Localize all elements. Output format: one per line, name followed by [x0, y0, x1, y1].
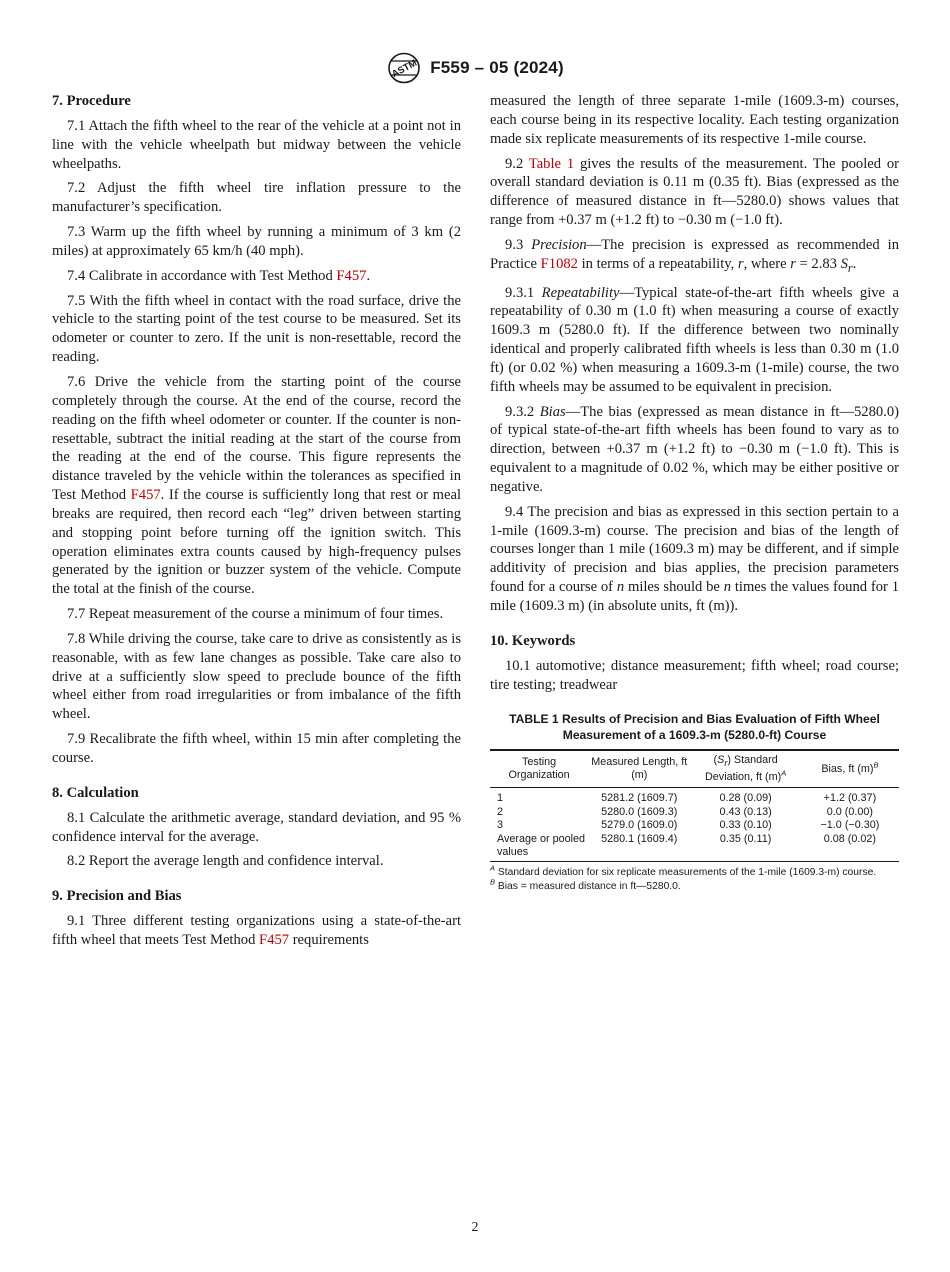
paragraph-7-5: 7.5 With the fifth wheel in contact with the road surface, drive the vehicle to the starting point of the test course to be measured. Set its odometer or counter to zero. If the unit is non-resettable, record the reading. [52, 292, 461, 366]
paragraph-8-1: 8.1 Calculate the arithmetic average, standard deviation, and 95 % confidence interval for the average. [52, 809, 461, 845]
paragraph-9-3-text: —The precision is expressed as recommended in Practice [490, 236, 899, 272]
paragraph-9-1-text: 9.1 Three different testing organizations using a state-of-the-art fifth wheel that meets Test Method [52, 913, 461, 948]
f457-link[interactable]: F457 [336, 267, 367, 284]
table-header-row [490, 750, 899, 787]
paragraph-7-8: 7.8 While driving the course, take care to drive as consistently as is reasonable, with as few lane changes as possible. Take care also to drive at a sufficiently slow speed to preclude bounce of the fifth wheel either from road irregularities or from imbalance of the fifth wheel. [52, 630, 461, 723]
cell-organization: 1 [497, 792, 504, 805]
cell-bias: 0.08 (0.02) [801, 833, 899, 862]
cell-length: 5280.1 (1609.4) [588, 833, 690, 862]
paragraph-9-3-1 [490, 284, 899, 397]
cell-sd: 0.33 (0.10) [719, 819, 772, 832]
n-symbol: n [616, 579, 625, 596]
paragraph-9-4 [490, 503, 899, 616]
cell-bias: 0.0 (0.00) [826, 805, 874, 818]
cell-bias: −1.0 (−0.30) [820, 819, 880, 832]
paragraph-9-4-end: times the values found for 1 mile (1609.3 m) (in absolute units, ft (m)). [490, 579, 899, 614]
cell-organization: Average or pooled values [490, 833, 588, 862]
paragraph-9-3-end: . [852, 255, 857, 272]
paragraph-7-9: 7.9 Recalibrate the fifth wheel, within 15 min after completing the course. [52, 731, 461, 766]
paragraph-9-3-2-number: 9.3.2 [505, 403, 540, 420]
cell-length: 5281.2 (1609.7) [601, 792, 678, 805]
paragraph-9-3-2-text: —The bias (expressed as mean distance in ft—5280.0) of typical state-of-the-art fifth wheels has been found to vary as to direction, between +0.37 m (+1.2 ft) to −0.30 m (−1.0 ft). This is equivalent to a magnitude of 0.02 %, which may be either positive or negative. [490, 403, 899, 495]
footnote-b: $^B$ Bias = measured distance in ft—5280.0. [490, 877, 681, 892]
paragraph-7-6-text-end: . If the course is sufficiently long that rest or meal breaks are required, then record each “leg” driven between starting and stopping point before turning off the ignition switch. This operation eliminates extra counts caused by high-frequency pulses generated by the ignition or buzzer system of the vehicle. Compute the total at the finish of the course. [52, 487, 461, 598]
paragraph-9-1-end: requirements [289, 931, 369, 948]
header-bias: Bias, ft (m)$^B$ [801, 750, 899, 787]
paragraph-7-4-text: 7.4 Calibrate in accordance with Test Method [67, 267, 337, 284]
section-9-heading: 9. Precision and Bias [52, 888, 182, 905]
right-column [490, 92, 899, 894]
paragraph-9-3-mid: in terms of a repeatability, [577, 255, 738, 272]
n-symbol: n [723, 579, 732, 596]
bias-term: Bias [539, 403, 566, 420]
table-footnotes [490, 863, 899, 893]
cell-organization: 3 [497, 819, 504, 832]
paragraph-7-1: 7.1 Attach the fifth wheel to the rear of the vehicle at a point not in line with the vehicle wheelpath but midway between the vehicle wheelpaths. [52, 117, 461, 172]
paragraph-9-3-number: 9.3 [505, 236, 532, 253]
paragraph-7-2: 7.2 Adjust the fifth wheel tire inflation pressure to the manufacturer’s specification. [52, 180, 461, 216]
f457-link[interactable]: F457 [130, 487, 161, 504]
standard-designation: F559 – 05 (2024) [430, 58, 564, 77]
paragraph-9-3 [490, 236, 899, 278]
paragraph-7-7: 7.7 Repeat measurement of the course a minimum of four times. [67, 606, 444, 623]
precision-term: Precision [531, 236, 587, 253]
cell-length: 5279.0 (1609.0) [601, 819, 678, 832]
table-row [490, 833, 899, 862]
f457-link[interactable]: F457 [259, 931, 290, 948]
left-column [52, 92, 461, 956]
paragraph-9-3-1-text: —Typical state-of-the-art fifth wheels give a repeatability of 0.30 m (1.0 ft) when measuring a course of exactly 1609.3 m (5280.0 ft). If the difference between two nominally identical and properly calibrated fifth wheels is less than 0.30 m (1.0 ft) (or 0.02 %) when measuring a 1609.3-m (1-mile) course, the two fifth wheels may be assumed to be equivalent in precision. [490, 284, 899, 395]
cell-sd: 0.28 (0.09) [719, 792, 772, 805]
paragraph-7-4 [52, 267, 461, 286]
section-7-heading: 7. Procedure [52, 93, 131, 109]
paragraph-9-3-1-number: 9.3.1 [505, 284, 542, 301]
header-testing-organization: Testing Organization [490, 750, 588, 787]
astm-logo-icon [386, 52, 422, 84]
section-8-heading: 8. Calculation [52, 784, 139, 801]
paragraph-9-2 [490, 155, 899, 230]
table-row [490, 788, 899, 806]
paragraph-7-6 [52, 373, 461, 599]
astm-logo-text: ASTM [390, 57, 420, 81]
cell-bias: +1.2 (0.37) [823, 792, 877, 805]
sr-symbol: S [840, 255, 848, 272]
paragraph-8-2: 8.2 Report the average length and confidence interval. [67, 853, 384, 870]
sr-subscript: r [847, 260, 853, 275]
paragraph-9-3-2 [490, 403, 899, 497]
table-1-title: TABLE 1 Results of Precision and Bias Evaluation of Fifth Wheel Measurement of a 1609.3-m (5280.0-ft) Course [509, 712, 880, 742]
paragraph-9-4-mid: miles should be [624, 579, 724, 596]
page-header [0, 52, 950, 84]
repeatability-symbol: r [737, 255, 744, 272]
paragraph-10-1: 10.1 automotive; distance measurement; fifth wheel; road course; tire testing; treadwear [490, 657, 899, 693]
header-measured-length: Measured Length, ft (m) [588, 750, 690, 787]
f1082-link[interactable]: F1082 [540, 255, 578, 272]
paragraph-9-1 [52, 912, 461, 950]
results-table [490, 749, 899, 862]
paragraph-9-3-where: , where [743, 255, 791, 272]
paragraph-7-3: 7.3 Warm up the fifth wheel by running a minimum of 3 km (2 miles) at approximately 65 km/h (40 mph). [52, 224, 461, 259]
repeatability-value: = 2.83 [795, 255, 841, 272]
cell-sd: 0.43 (0.13) [719, 805, 772, 818]
repeatability-symbol: r [790, 255, 796, 272]
repeatability-term: Repeatability [541, 284, 620, 301]
table-row [490, 806, 899, 819]
section-10-heading: 10. Keywords [490, 632, 576, 649]
paragraph-7-4-end: . [366, 267, 371, 284]
paragraph-9-2-text: gives the results of the measurement. The pooled or overall standard deviation is 0.11 m (0.35 ft). Bias (expressed as the difference of measured distance in ft—5280.0) shows values that range from +0.37 m (+1.2 ft) to −0.30 m (−1.0 ft). [490, 155, 899, 229]
footnote-a: $^A$ Standard deviation for six replicate measurements of the 1-mile (1609.3-m) course. [490, 863, 877, 879]
paragraph-7-6-text: 7.6 Drive the vehicle from the starting point of the course completely through the course. At the end of the course, record the reading on the fifth wheel odometer or counter. If the counter is non-resettable, subtract the initial reading at the start of the course from the reading at the end of the course. This figure represents the distance traveled by the vehicle within the tolerances as specified in Test Method [52, 373, 461, 504]
cell-length: 5280.0 (1609.3) [601, 805, 678, 818]
header-standard-deviation: $(S_r)$ Standard Deviation, ft (m)$^A$ [690, 750, 800, 787]
cell-organization: 2 [497, 805, 504, 818]
page-number: 2 [471, 1220, 479, 1235]
paragraph-9-1-continued: measured the length of three separate 1-mile (1609.3-m) courses, each course being in its respective locality. Each testing organization made six replicate measurements of its respective 1-mile course. [490, 93, 899, 147]
cell-sd: 0.35 (0.11) [690, 833, 800, 862]
table-1-link[interactable]: Table 1 [528, 155, 575, 172]
table-row [490, 819, 899, 832]
paragraph-9-4-text: 9.4 The precision and bias as expressed in this section pertain to a 1-mile (1609.3-m) course. The precision and bias of the length of courses longer than 1 mile (1609.3 m) may be different, and if simple additivity of precision and bias applies, the precision parameters found for a course of [490, 503, 899, 596]
paragraph-9-2-number: 9.2 [505, 155, 529, 172]
